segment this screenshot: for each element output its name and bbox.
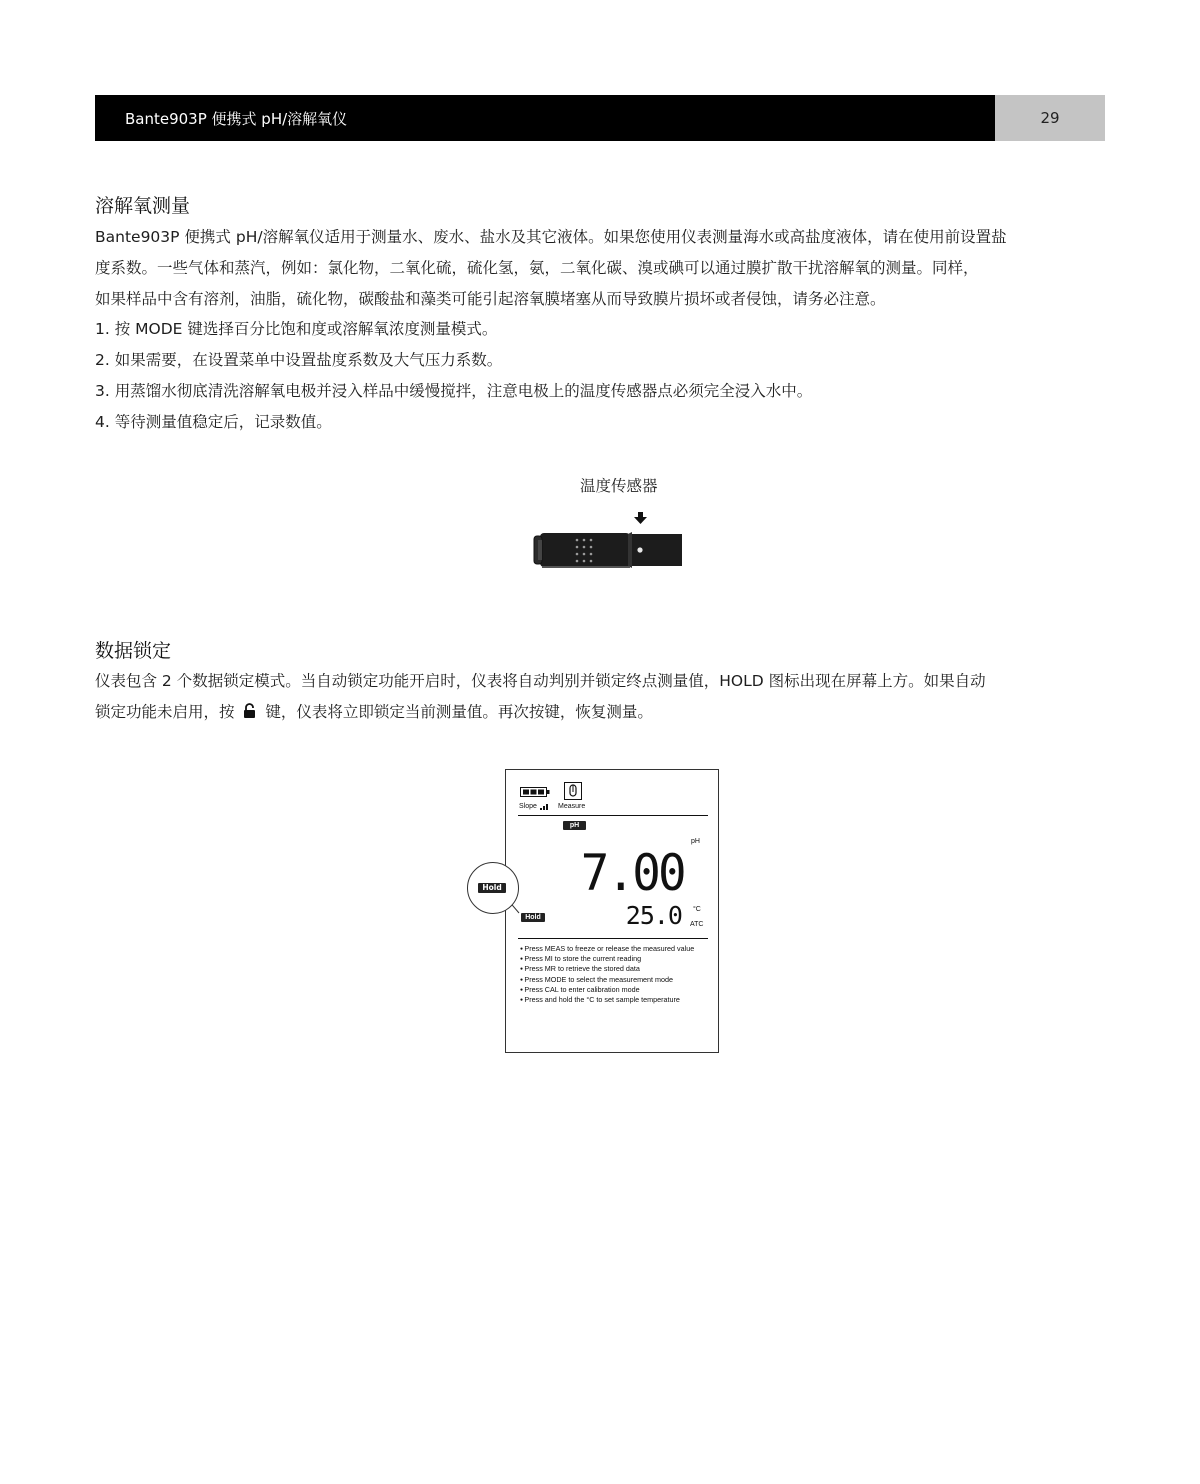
- step-item: 1. 按 MODE 键选择百分比饱和度或溶解氧浓度测量模式。: [95, 320, 498, 338]
- hint-item: ● Press MR to retrieve the stored data: [520, 964, 694, 974]
- lcd-display: [505, 769, 719, 1053]
- do-probe-icon: [532, 530, 684, 570]
- step-item: 4. 等待测量值稳定后，记录数值。: [95, 413, 332, 431]
- page-number: 29: [995, 95, 1105, 141]
- lock-key-icon: [243, 703, 256, 719]
- hold-tag: Hold: [521, 913, 545, 922]
- hold-paragraph-line: 仪表包含 2 个数据锁定模式。当自动锁定功能开启时，仪表将自动判别并锁定终点测量值，HOLD 图标出现在屏幕上方。如果自动: [95, 672, 986, 690]
- temperature-reading: 25.0: [625, 901, 682, 930]
- lcd-divider: [518, 938, 708, 939]
- page-header: [95, 95, 1105, 141]
- electrode-icon: [564, 782, 582, 800]
- do-paragraph-line: 如果样品中含有溶剂，油脂，硫化物，碳酸盐和藻类可能引起溶氧膜堵塞从而导致膜片损坏或者侵蚀，请务必注意。: [95, 290, 886, 308]
- mode-tag: pH: [563, 821, 586, 830]
- do-steps-list: [95, 314, 812, 438]
- hold-tag-zoomed: Hold: [478, 883, 506, 893]
- sensor-label: 温度传感器: [580, 477, 658, 495]
- measure-label: Measure: [558, 803, 586, 810]
- down-arrow-icon: [634, 512, 648, 525]
- hint-item: ● Press MODE to select the measurement mode: [520, 975, 694, 985]
- hold-paragraph: [95, 666, 1107, 728]
- hold-paragraph-line: 键，仪表将立即锁定当前测量值。再次按键，恢复测量。: [265, 703, 653, 721]
- hint-item: ● Press and hold the °C to set sample temperature: [520, 995, 694, 1005]
- do-paragraph-line: Bante903P 便携式 pH/溶解氧仪适用于测量水、废水、盐水及其它液体。如果您使用仪表测量海水或高盐度液体，请在使用前设置盐: [95, 228, 1007, 246]
- section-title-hold: 数据锁定: [95, 640, 172, 662]
- slope-bars-icon: [540, 804, 550, 810]
- document-title: Bante903P 便携式 pH/溶解氧仪: [95, 95, 995, 141]
- lcd-divider: [518, 815, 708, 816]
- battery-icon: [520, 787, 550, 797]
- do-paragraph-line: 度系数。一些气体和蒸汽，例如：氯化物，二氧化硫，硫化氢，氨，二氧化碳、溴或碘可以通过膜扩散干扰溶解氧的测量。同样，: [95, 259, 979, 277]
- slope-label: Slope: [519, 803, 537, 810]
- do-paragraph: [95, 222, 1107, 315]
- hint-item: ● Press CAL to enter calibration mode: [520, 985, 694, 995]
- ph-unit: pH: [691, 838, 700, 845]
- lcd-hints-list: [520, 944, 694, 1005]
- hint-item: ● Press MI to store the current reading: [520, 954, 694, 964]
- hold-magnifier: [467, 862, 519, 914]
- hint-item: ● Press MEAS to freeze or release the measured value: [520, 944, 694, 954]
- step-item: 3. 用蒸馏水彻底清洗溶解氧电极并浸入样品中缓慢搅拌，注意电极上的温度传感器点必须完全浸入水中。: [95, 382, 813, 400]
- hold-paragraph-line: 锁定功能未启用，按: [95, 703, 235, 721]
- step-item: 2. 如果需要，在设置菜单中设置盐度系数及大气压力系数。: [95, 351, 503, 369]
- section-title-do: 溶解氧测量: [95, 195, 191, 217]
- temperature-sensor-dot: [637, 547, 642, 552]
- main-reading: 7.00: [580, 844, 684, 902]
- temp-unit: °C: [693, 906, 701, 913]
- atc-label: ATC: [690, 921, 704, 928]
